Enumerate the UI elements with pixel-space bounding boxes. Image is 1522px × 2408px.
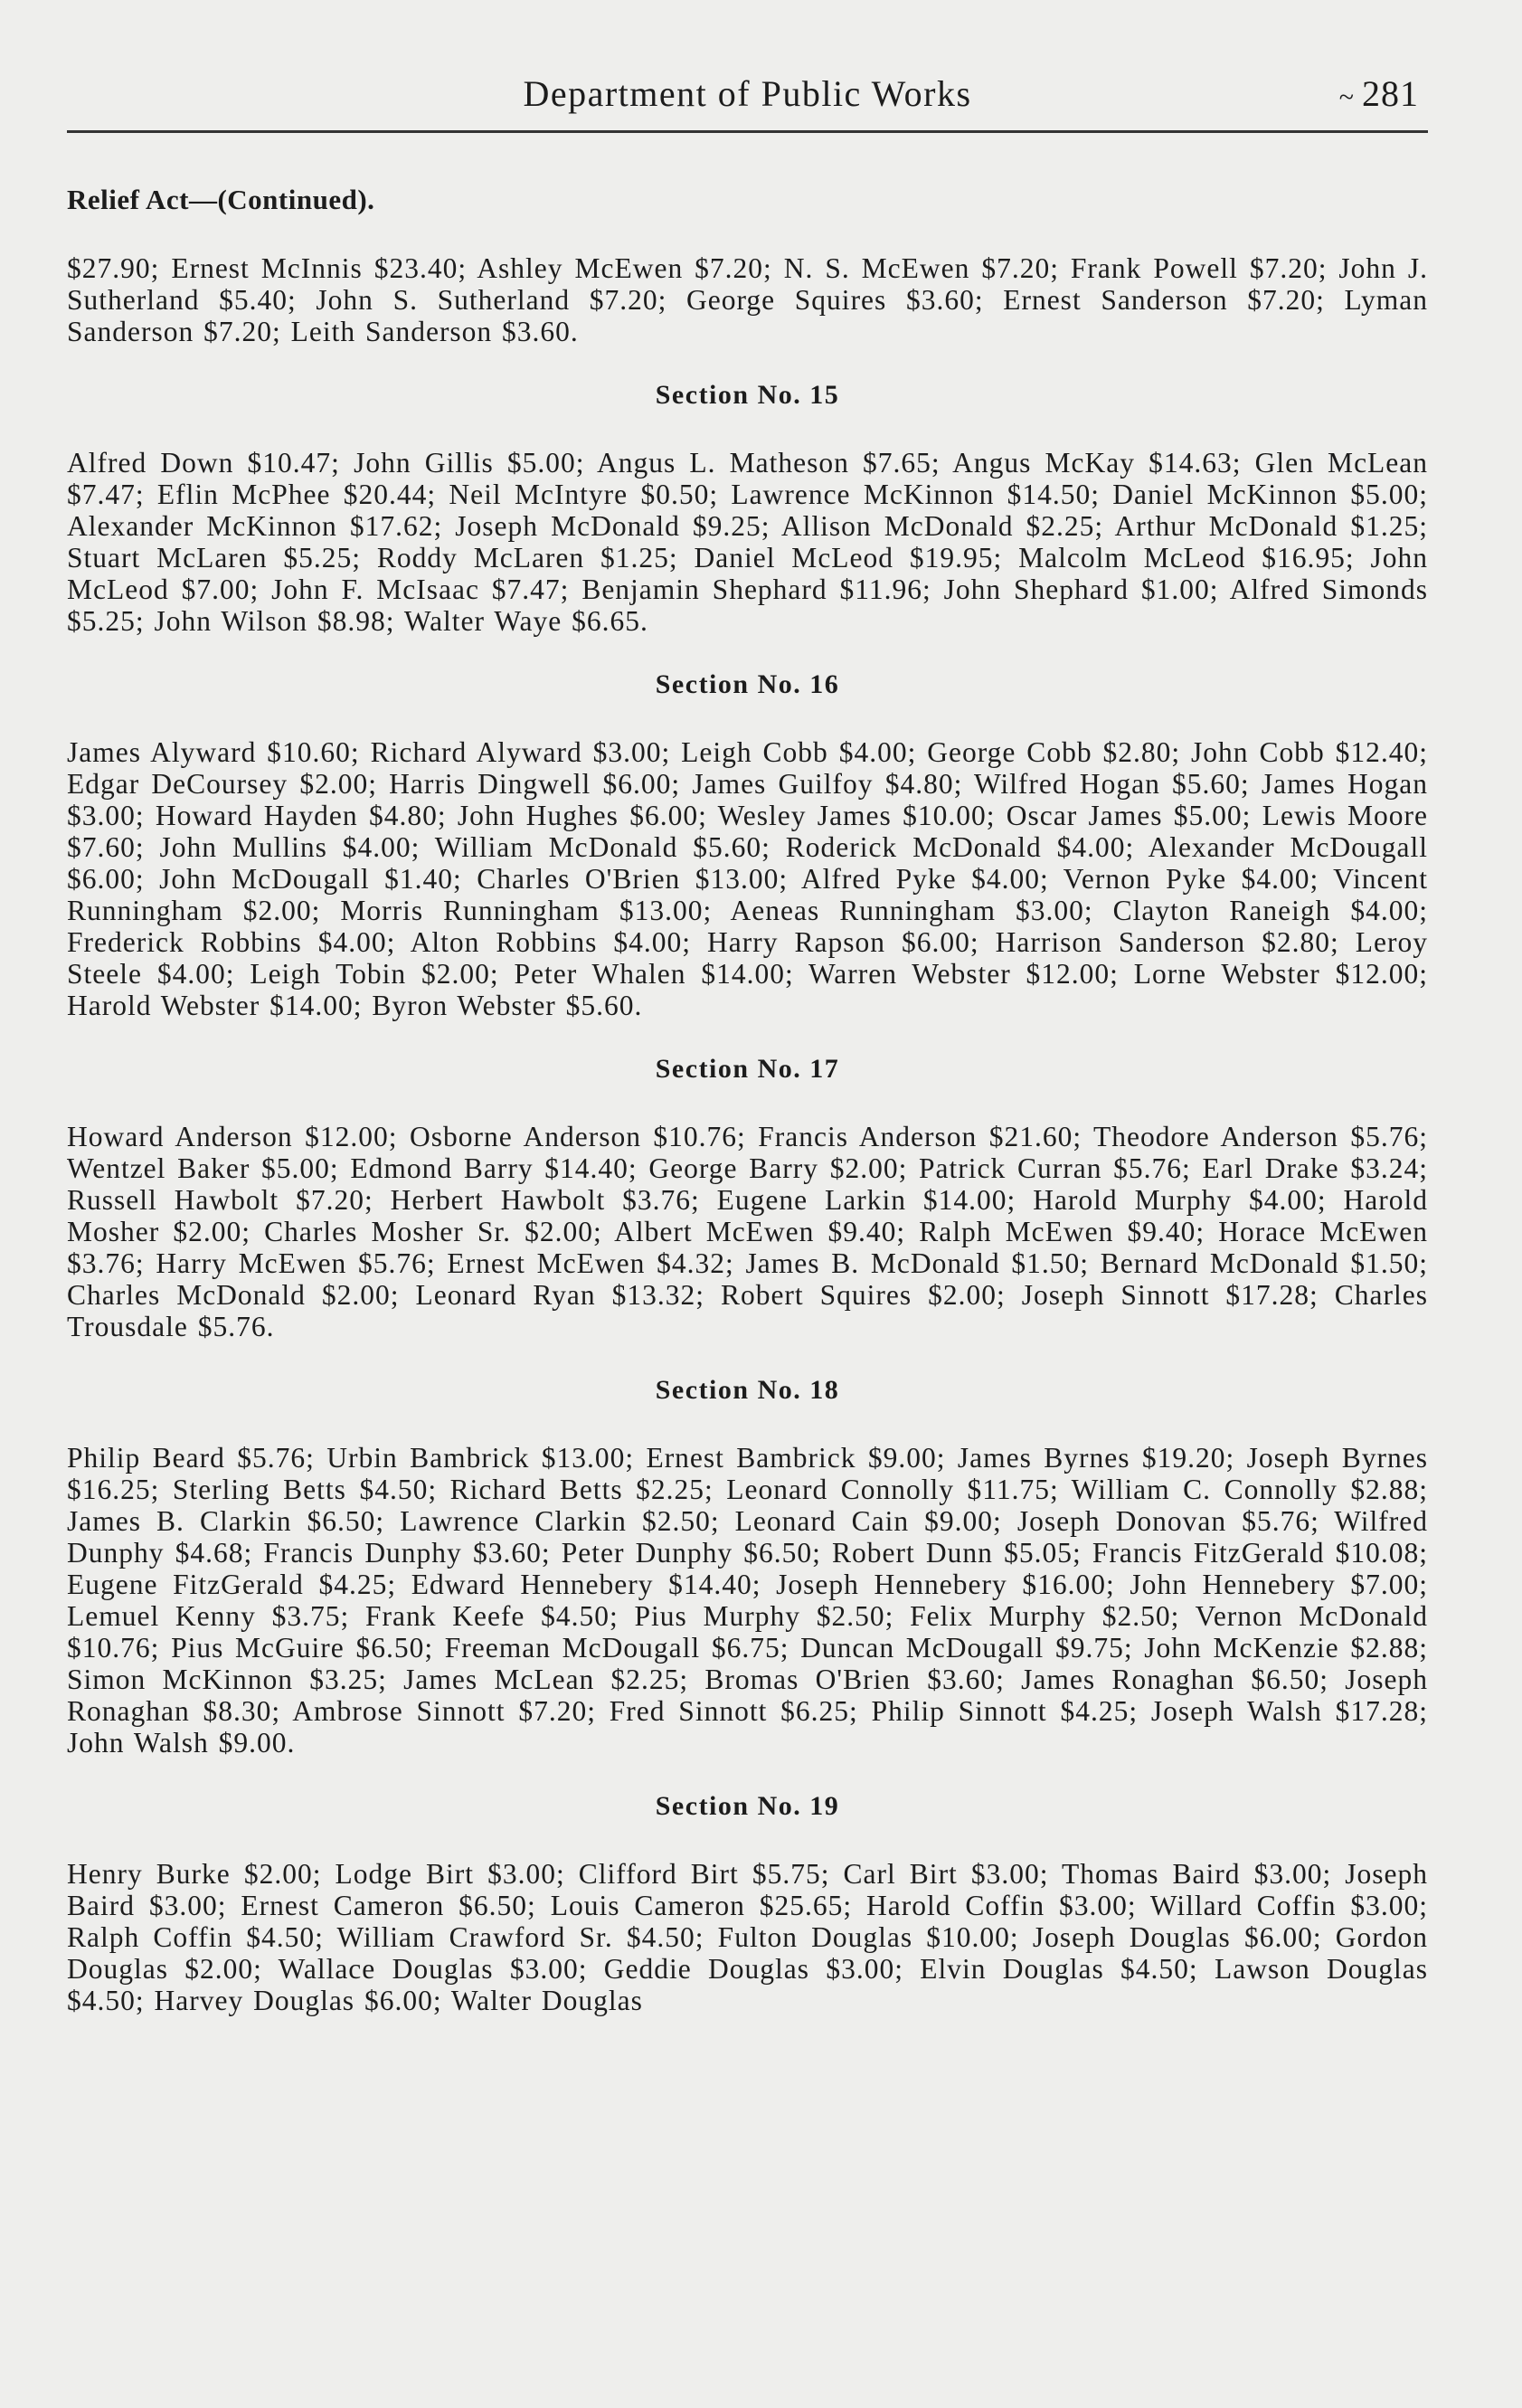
section-paragraph-19: Henry Burke $2.00; Lodge Birt $3.00; Clifford Birt $5.75; Carl Birt $3.00; Thomas Baird $3.00; Joseph Baird $3.00; Ernest Cameron $6.50; Louis Cameron $25.65; Harold Coffin $3.00; Willard Coffin $3.00; Ralph Coffin $4.50; William Crawford Sr. $4.50; Fulton Douglas $10.00; Joseph Douglas $6.00; Gordon Douglas $2.00; Wallace Douglas $3.00; Geddie Douglas $3.00; Elvin Douglas $4.50; Lawson Douglas $4.50; Harvey Douglas $6.00; Walter Douglas (67, 1858, 1428, 2016)
page-mark: ~ (1338, 82, 1355, 112)
page-header-title: Department of Public Works (523, 73, 972, 114)
document-page (67, 72, 1428, 2016)
page-number: 281 (1362, 73, 1419, 114)
section-paragraph-15: Alfred Down $10.47; John Gillis $5.00; Angus L. Matheson $7.65; Angus McKay $14.63; Glen McLean $7.47; Eflin McPhee $20.44; Neil McIntyre $0.50; Lawrence McKinnon $14.50; Daniel McKinnon $5.00; Alexander McKinnon $17.62; Joseph McDonald $9.25; Allison McDonald $2.25; Arthur McDonald $1.25; Stuart McLaren $5.25; Roddy McLaren $1.25; Daniel McLeod $19.95; Malcolm McLeod $16.95; John McLeod $7.00; John F. McIsaac $7.47; Benjamin Shephard $11.96; John Shephard $1.00; Alfred Simonds $5.25; John Wilson $8.98; Walter Waye $6.65. (67, 447, 1428, 637)
section-heading-19: Section No. 19 (655, 1791, 840, 1821)
section-heading-15: Section No. 15 (655, 380, 840, 410)
section-heading-18: Section No. 18 (655, 1375, 840, 1405)
page-number-block (1339, 72, 1419, 115)
section-paragraph-16: James Alyward $10.60; Richard Alyward $3.00; Leigh Cobb $4.00; George Cobb $2.80; John Cobb $12.40; Edgar DeCoursey $2.00; Harris Dingwell $6.00; James Guilfoy $4.80; Wilfred Hogan $5.60; James Hogan $3.00; Howard Hayden $4.80; John Hughes $6.00; Wesley James $10.00; Oscar James $5.00; Lewis Moore $7.60; John Mullins $4.00; William McDonald $5.60; Roderick McDonald $4.00; Alexander McDougall $6.00; John McDougall $1.40; Charles O'Brien $13.00; Alfred Pyke $4.00; Vernon Pyke $4.00; Vincent Runningham $2.00; Morris Runningham $13.00; Aeneas Runningham $3.00; Clayton Raneigh $4.00; Frederick Robbins $4.00; Alton Robbins $4.00; Harry Rapson $6.00; Harrison Sanderson $2.80; Leroy Steele $4.00; Leigh Tobin $2.00; Peter Whalen $14.00; Warren Webster $12.00; Lorne Webster $12.00; Harold Webster $14.00; Byron Webster $5.60. (67, 736, 1428, 1021)
section-heading-17: Section No. 17 (655, 1054, 840, 1084)
section-paragraph-18: Philip Beard $5.76; Urbin Bambrick $13.00; Ernest Bambrick $9.00; James Byrnes $19.20; Joseph Byrnes $16.25; Sterling Betts $4.50; Richard Betts $2.25; Leonard Connolly $11.75; William C. Connolly $2.88; James B. Clarkin $6.50; Lawrence Clarkin $2.50; Leonard Cain $9.00; Joseph Donovan $5.76; Wilfred Dunphy $4.68; Francis Dunphy $3.60; Peter Dunphy $6.50; Robert Dunn $5.05; Francis FitzGerald $10.08; Eugene FitzGerald $4.25; Edward Hennebery $14.40; Joseph Hennebery $16.00; John Hennebery $7.00; Lemuel Kenny $3.75; Frank Keefe $4.50; Pius Murphy $2.50; Felix Murphy $2.50; Vernon McDonald $10.76; Pius McGuire $6.50; Freeman McDougall $6.75; Duncan McDougall $9.75; John McKenzie $2.88; Simon McKinnon $3.25; James McLean $2.25; Bromas O'Brien $3.60; James Ronaghan $6.50; Joseph Ronaghan $8.30; Ambrose Sinnott $7.20; Fred Sinnott $6.25; Philip Sinnott $4.25; Joseph Walsh $17.28; John Walsh $9.00. (67, 1442, 1428, 1759)
running-head: Relief Act—(Continued). (67, 184, 375, 215)
section-paragraph-17: Howard Anderson $12.00; Osborne Anderson $10.76; Francis Anderson $21.60; Theodore Anderson $5.76; Wentzel Baker $5.00; Edmond Barry $14.40; George Barry $2.00; Patrick Curran $5.76; Earl Drake $3.24; Russell Hawbolt $7.20; Herbert Hawbolt $3.76; Eugene Larkin $14.00; Harold Murphy $4.00; Harold Mosher $2.00; Charles Mosher Sr. $2.00; Albert McEwen $9.40; Ralph McEwen $9.40; Horace McEwen $3.76; Harry McEwen $5.76; Ernest McEwen $4.32; James B. McDonald $1.50; Bernard McDonald $1.50; Charles McDonald $2.00; Leonard Ryan $13.32; Robert Squires $2.00; Joseph Sinnott $17.28; Charles Trousdale $5.76. (67, 1121, 1428, 1342)
page-header (67, 72, 1428, 133)
section-heading-16: Section No. 16 (655, 669, 840, 699)
intro-paragraph: $27.90; Ernest McInnis $23.40; Ashley McEwen $7.20; N. S. McEwen $7.20; Frank Powell $7.20; John J. Sutherland $5.40; John S. Sutherland $7.20; George Squires $3.60; Ernest Sanderson $7.20; Lyman Sanderson $7.20; Leith Sanderson $3.60. (67, 252, 1428, 347)
